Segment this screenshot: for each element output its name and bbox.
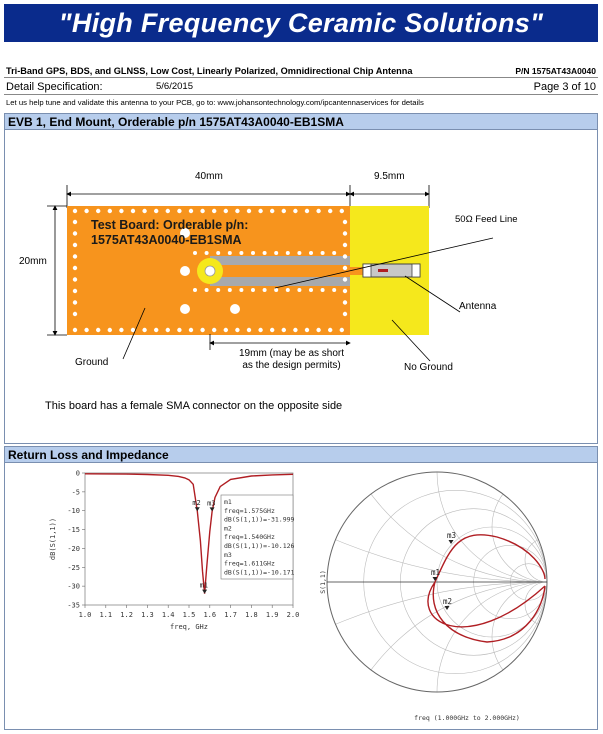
y-tick-label: -5 [71,488,80,497]
via [142,209,146,213]
via [200,328,204,332]
via [73,231,77,235]
via [332,251,336,255]
via [216,288,220,292]
via [263,251,267,255]
via [274,288,278,292]
marker-m2-label: m2 [192,499,201,508]
via [228,251,232,255]
via [235,328,239,332]
via [73,220,77,224]
via [96,328,100,332]
no-ground-label: No Ground [404,362,453,373]
x-tick-label: 1.4 [161,611,175,619]
x-axis-label: freq, GHz [170,623,208,631]
via [73,300,77,304]
via [189,328,193,332]
via [343,277,347,281]
via [343,243,347,247]
x-tick-label: 1.2 [120,611,133,619]
marker-readout-line: freq=1.540GHz [224,533,275,542]
smith-y-label: S(1,1) [319,570,327,594]
via [309,288,313,292]
via [73,209,77,213]
y-tick-label: -30 [67,582,80,591]
via [200,209,204,213]
dim-noground-width-label: 9.5mm [374,171,405,182]
via [239,288,243,292]
via [119,328,123,332]
x-tick-label: 2.0 [286,611,300,619]
via [177,209,181,213]
via [263,288,267,292]
via [297,251,301,255]
via [205,251,209,255]
marker-readout-line: m3 [224,550,232,559]
marker-m1-label: m1 [199,581,209,590]
via [131,209,135,213]
evb-board-diagram [5,130,597,443]
dim-feed-line1: 19mm (may be as short [239,348,345,359]
via [216,251,220,255]
impedance-locus [428,535,545,642]
via [73,312,77,316]
via [84,209,88,213]
via [177,328,181,332]
page-number: Page 3 of 10 [533,81,596,93]
via [282,209,286,213]
via [73,328,77,332]
ground-label: Ground [75,357,109,368]
y-tick-label: 0 [75,469,80,478]
reactance-arc [492,472,585,582]
smith-caption: freq (1.000GHz to 2.000GHz) [414,714,520,722]
via [96,209,100,213]
via [328,209,332,213]
via [247,209,251,213]
x-tick-label: 1.8 [245,611,258,619]
marker-readout-line: freq=1.575GHz [224,506,275,515]
reactance-arc [437,582,585,724]
feed-line-label: 50Ω Feed Line [455,214,518,225]
x-tick-label: 1.6 [203,611,217,619]
page-banner: "High Frequency Ceramic Solutions" [4,4,598,42]
via [193,251,197,255]
board-label [91,218,248,248]
via [286,251,290,255]
via [343,300,347,304]
via [119,209,123,213]
via [321,251,325,255]
via [282,328,286,332]
via [293,209,297,213]
via [309,251,313,255]
via [286,288,290,292]
y-tick-label: -35 [67,601,80,610]
reactance-arc [492,582,585,692]
via [343,289,347,293]
via [340,209,344,213]
product-title: Tri-Band GPS, BDS, and GLNSS, Low Cost, Linearly Polarized, Omnidirectional Chip Antenna [6,66,413,76]
smith-marker-m2 [445,606,450,610]
via [343,231,347,235]
dim-feed-line2: as the design permits) [242,360,341,371]
dim-feed-length-label [239,348,344,372]
header-title-row [4,64,598,78]
evb-section-title: EVB 1, End Mount, Orderable p/n 1575AT43A0040-EB1SMA [5,114,597,130]
return-loss-chart [45,467,345,647]
via [224,328,228,332]
via [340,328,344,332]
via [239,251,243,255]
board-label-line1: Test Board: Orderable p/n: [91,218,249,232]
marker-m3-label: m3 [207,499,216,508]
via [258,328,262,332]
y-tick-label: -25 [67,563,80,572]
via [305,209,309,213]
evb-section [4,113,598,444]
x-tick-label: 1.9 [265,611,279,619]
via [321,288,325,292]
return-loss-section [4,446,598,730]
via [297,288,301,292]
via [343,220,347,224]
via [228,288,232,292]
via [343,254,347,258]
x-tick-label: 1.7 [224,611,237,619]
x-tick-label: 1.0 [78,611,92,619]
dim-height-label: 20mm [19,256,47,267]
via [154,328,158,332]
via [73,266,77,270]
x-tick-label: 1.5 [182,611,196,619]
via [251,288,255,292]
marker-readout-line: freq=1.611GHz [224,559,275,568]
via [328,328,332,332]
dim-width-label: 40mm [195,171,223,182]
via [108,209,112,213]
marker-readout-line: m2 [224,524,232,533]
via [73,289,77,293]
marker-readout-line: dB(S(1,1))=-10.171 [224,568,295,577]
smith-marker-label-m1: m1 [431,568,441,577]
via [142,328,146,332]
marker-readout-line: m1 [224,498,232,506]
via [247,328,251,332]
via [258,209,262,213]
via [73,243,77,247]
via [73,277,77,281]
marker-readout-line: dB(S(1,1))=-31.999 [224,515,295,524]
via [274,251,278,255]
via [270,328,274,332]
spec-label: Detail Specification: [6,81,103,93]
via [193,288,197,292]
tuning-service-note: Let us help tune and validate this antenna to your PCB, go to: www.johansontechnology.com/ipcantennaservices for details [6,98,424,107]
via [343,312,347,316]
y-axis-label: dB(S(1,1)) [49,517,57,561]
via [73,254,77,258]
via [316,328,320,332]
smith-chart [315,462,585,724]
header-spec-row [4,79,598,95]
via [305,328,309,332]
via [316,209,320,213]
y-tick-label: -15 [67,526,80,535]
y-tick-label: -20 [67,544,80,553]
via [154,209,158,213]
antenna-label: Antenna [459,301,497,312]
via [84,328,88,332]
via [212,209,216,213]
x-tick-label: 1.1 [99,611,113,619]
via [251,251,255,255]
via [166,209,170,213]
via [212,328,216,332]
return-loss-section-title: Return Loss and Impedance [5,447,597,463]
spec-date: 5/6/2015 [156,81,193,92]
via [166,328,170,332]
via [205,288,209,292]
via [332,288,336,292]
y-tick-label: -10 [67,507,80,516]
via [270,209,274,213]
via [189,209,193,213]
smith-marker-label-m3: m3 [447,531,457,540]
x-tick-label: 1.3 [141,611,154,619]
smith-marker-label-m2: m2 [443,597,453,606]
via [224,209,228,213]
via [343,266,347,270]
via [293,328,297,332]
via [108,328,112,332]
marker-readout-line: dB(S(1,1))=-10.126 [224,542,295,550]
board-label-line2: 1575AT43A0040-EB1SMA [91,233,242,247]
part-number: P/N 1575AT43A0040 [515,66,596,76]
via [235,209,239,213]
sma-connector-note: This board has a female SMA connector on the opposite side [45,400,343,412]
